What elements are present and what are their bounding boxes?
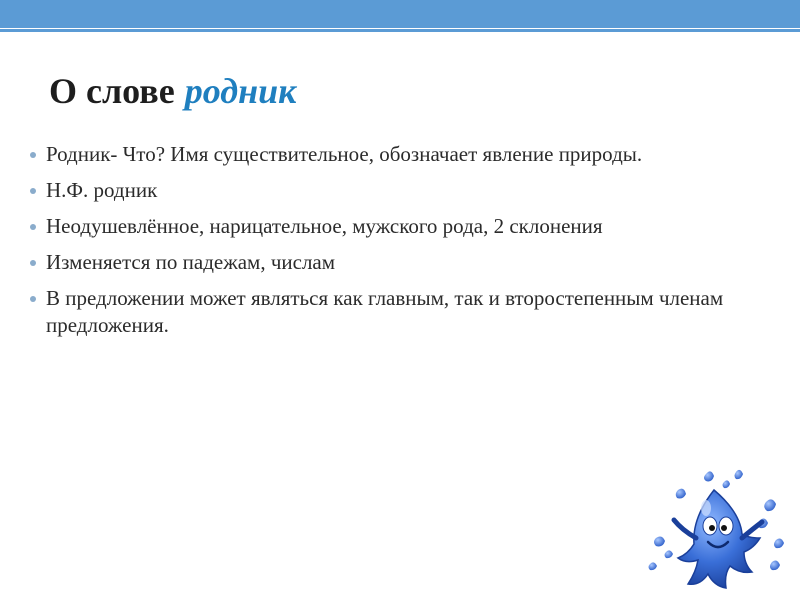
bullet-text: Изменяется по падежам, числам — [46, 250, 336, 274]
bullet-list — [30, 141, 760, 348]
bullet-text: В предложении может являться как главным, так и второстепенным членам предложения. — [46, 286, 724, 337]
bullet-dot-icon — [30, 188, 36, 194]
bullet-text: Родник- Что? Имя существительное, обозначает явление природы. — [46, 142, 643, 166]
bullet-dot-icon — [30, 224, 36, 230]
water-drop-mascot-icon — [648, 468, 793, 593]
bullet-item — [30, 285, 760, 339]
top-bar-divider — [0, 29, 800, 32]
top-bar — [0, 0, 800, 32]
bullet-item — [30, 177, 760, 204]
bullet-dot-icon — [30, 152, 36, 158]
bullet-dot-icon — [30, 296, 36, 302]
top-bar-fill — [0, 0, 800, 28]
bullet-item — [30, 213, 760, 240]
title-accent-word: родник — [184, 71, 297, 111]
page-title — [49, 70, 296, 112]
title-prefix: О слове — [49, 71, 175, 111]
bullet-item — [30, 141, 760, 168]
bullet-text: Н.Ф. родник — [46, 178, 158, 202]
bullet-item — [30, 249, 760, 276]
bullet-dot-icon — [30, 260, 36, 266]
bullet-text: Неодушевлённое, нарицательное, мужского рода, 2 склонения — [46, 214, 603, 238]
